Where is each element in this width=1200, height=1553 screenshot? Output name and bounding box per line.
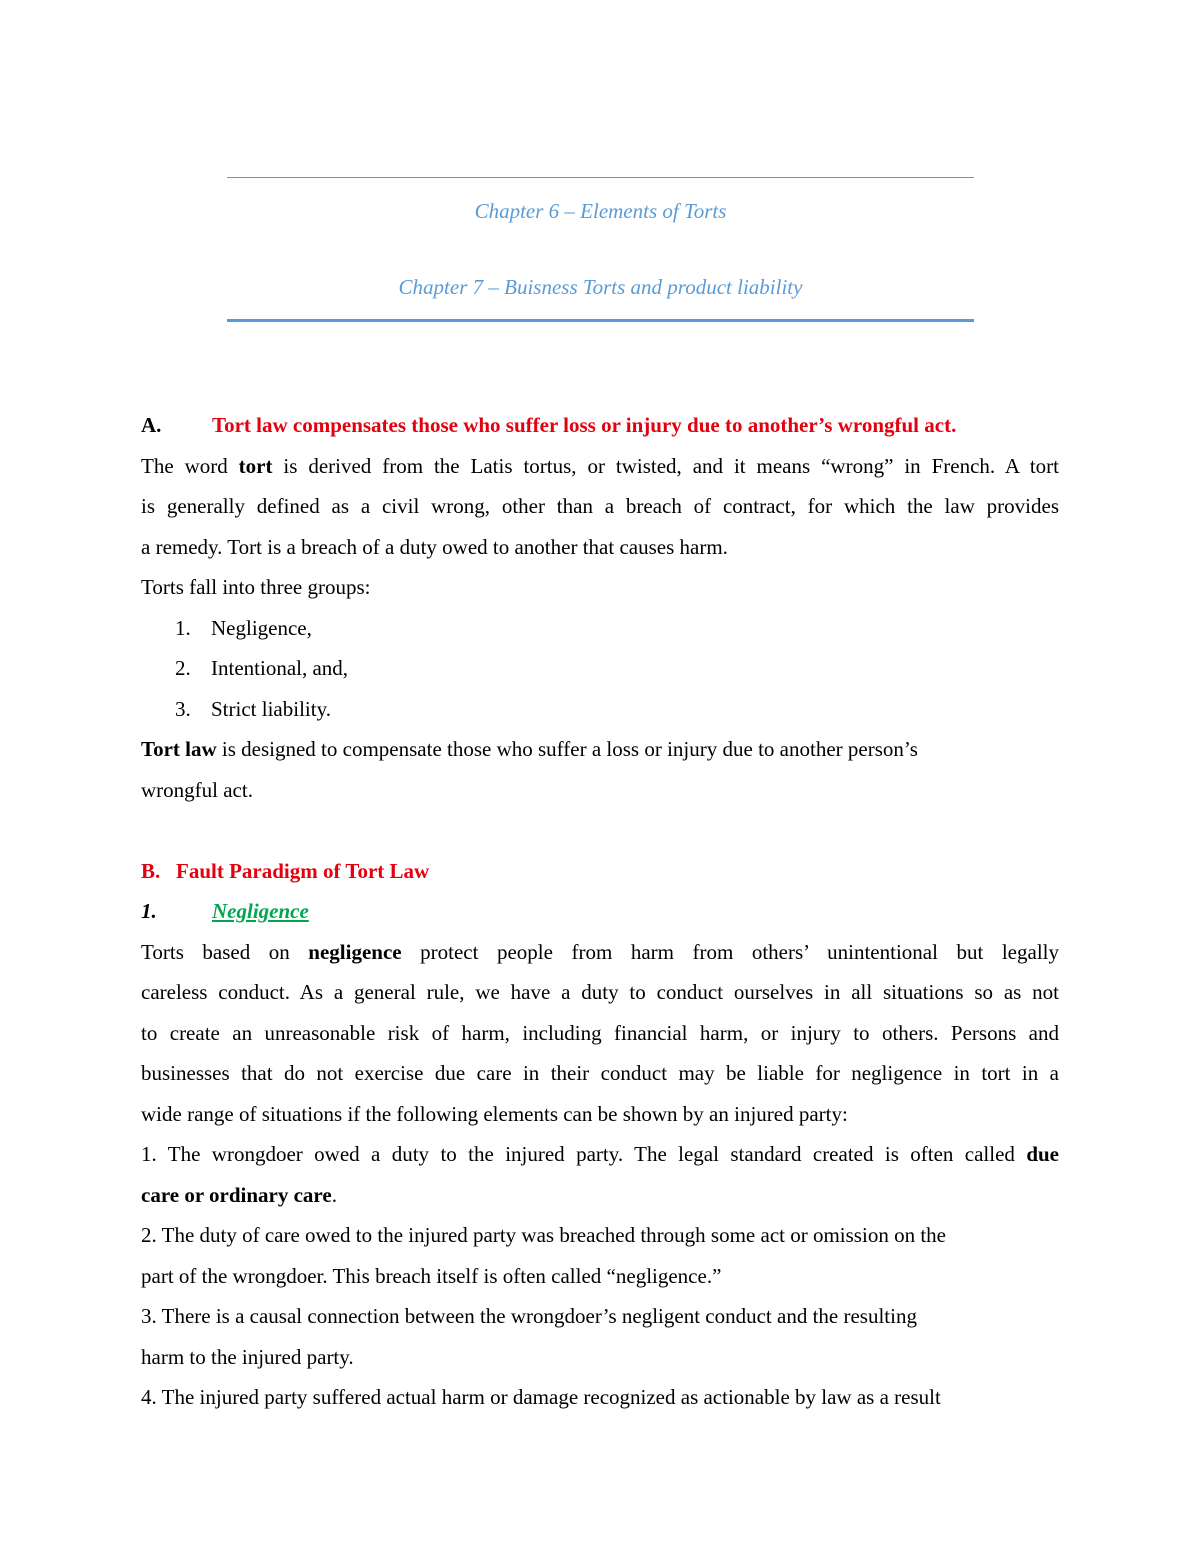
list-text: Negligence, (211, 615, 312, 640)
bold-term-care: care or ordinary care (141, 1182, 332, 1207)
subsection-negligence-heading (141, 891, 1059, 932)
section-a-label: A. (141, 413, 162, 437)
bold-term-due: due (1026, 1142, 1059, 1166)
element-3-line: 3. There is a causal connection between the wrongdoer’s negligent conduct and the resulting (141, 1304, 917, 1328)
paragraph-line: to create an unreasonable risk of harm, including financial harm, or injury to others. Persons and (141, 1020, 1059, 1045)
section-b-heading: B. Fault Paradigm of Tort Law (141, 858, 430, 883)
list-text: Intentional, and, (211, 656, 349, 680)
list-text: Strict liability. (211, 696, 331, 721)
list-number: 1. (175, 615, 191, 640)
text-run: is derived from the Latis tortus, or twisted, and it means “wrong” in French. A tort (272, 453, 1059, 478)
groups-intro: Torts fall into three groups: (141, 575, 371, 599)
bold-term-tort-law: Tort law (141, 737, 217, 761)
list-number: 3. (175, 696, 191, 721)
document-body (141, 405, 1059, 1418)
chapter-6-title: Chapter 6 – Elements of Torts (474, 199, 727, 223)
bold-term-negligence: negligence (308, 939, 402, 964)
element-1-line (141, 1134, 1059, 1175)
text-run: is designed to compensate those who suffer a loss or injury due to another person’s (216, 737, 918, 761)
paragraph-line: wrongful act. (141, 777, 253, 802)
paragraph-line: is generally defined as a civil wrong, other than a breach of contract, for which the law provides (141, 494, 1059, 518)
section-a-heading (141, 405, 1059, 446)
paragraph-line: a remedy. Tort is a breach of a duty owed to another that causes harm. (141, 534, 728, 559)
list-item (141, 689, 1059, 730)
text-run: Torts based on (141, 939, 309, 964)
text-run: The word (141, 453, 239, 478)
paragraph-line: wide range of situations if the following elements can be shown by an injured party: (141, 1101, 848, 1126)
header-rule-top (227, 177, 974, 178)
element-2-line: 2. The duty of care owed to the injured party was breached through some act or omission on the (141, 1223, 946, 1247)
list-item (141, 648, 1059, 689)
chapter-7-title: Chapter 7 – Buisness Torts and product liability (398, 275, 803, 299)
spacer (141, 810, 1059, 851)
text-run: protect people from harm from others’ unintentional but legally (401, 939, 1059, 964)
subsection-number: 1. (141, 899, 157, 923)
header-rule-bottom (227, 319, 974, 322)
paragraph-line: careless conduct. As a general rule, we have a duty to conduct ourselves in all situations so as not (141, 980, 1059, 1004)
list-item (141, 608, 1059, 649)
paragraph-line (141, 729, 1059, 770)
element-3-line: harm to the injured party. (141, 1344, 354, 1369)
paragraph-line: businesses that do not exercise due care in their conduct may be liable for negligence in tort in a (141, 1061, 1059, 1085)
subsection-title: Negligence (212, 899, 309, 923)
bold-term-tort: tort (238, 453, 273, 478)
list-number: 2. (175, 656, 191, 680)
section-a-heading-text: Tort law compensates those who suffer loss or injury due to another’s wrongful act. (212, 413, 957, 437)
paragraph-line (141, 446, 1059, 487)
element-1-line (141, 1175, 1059, 1216)
paragraph-line (141, 932, 1059, 973)
text-run: 1. The wrongdoer owed a duty to the injured party. The legal standard created is often called (141, 1142, 1027, 1166)
text-run: . (331, 1182, 337, 1207)
element-2-line: part of the wrongdoer. This breach itself is often called “negligence.” (141, 1263, 722, 1288)
element-4-line: 4. The injured party suffered actual harm or damage recognized as actionable by law as a result (141, 1385, 941, 1409)
